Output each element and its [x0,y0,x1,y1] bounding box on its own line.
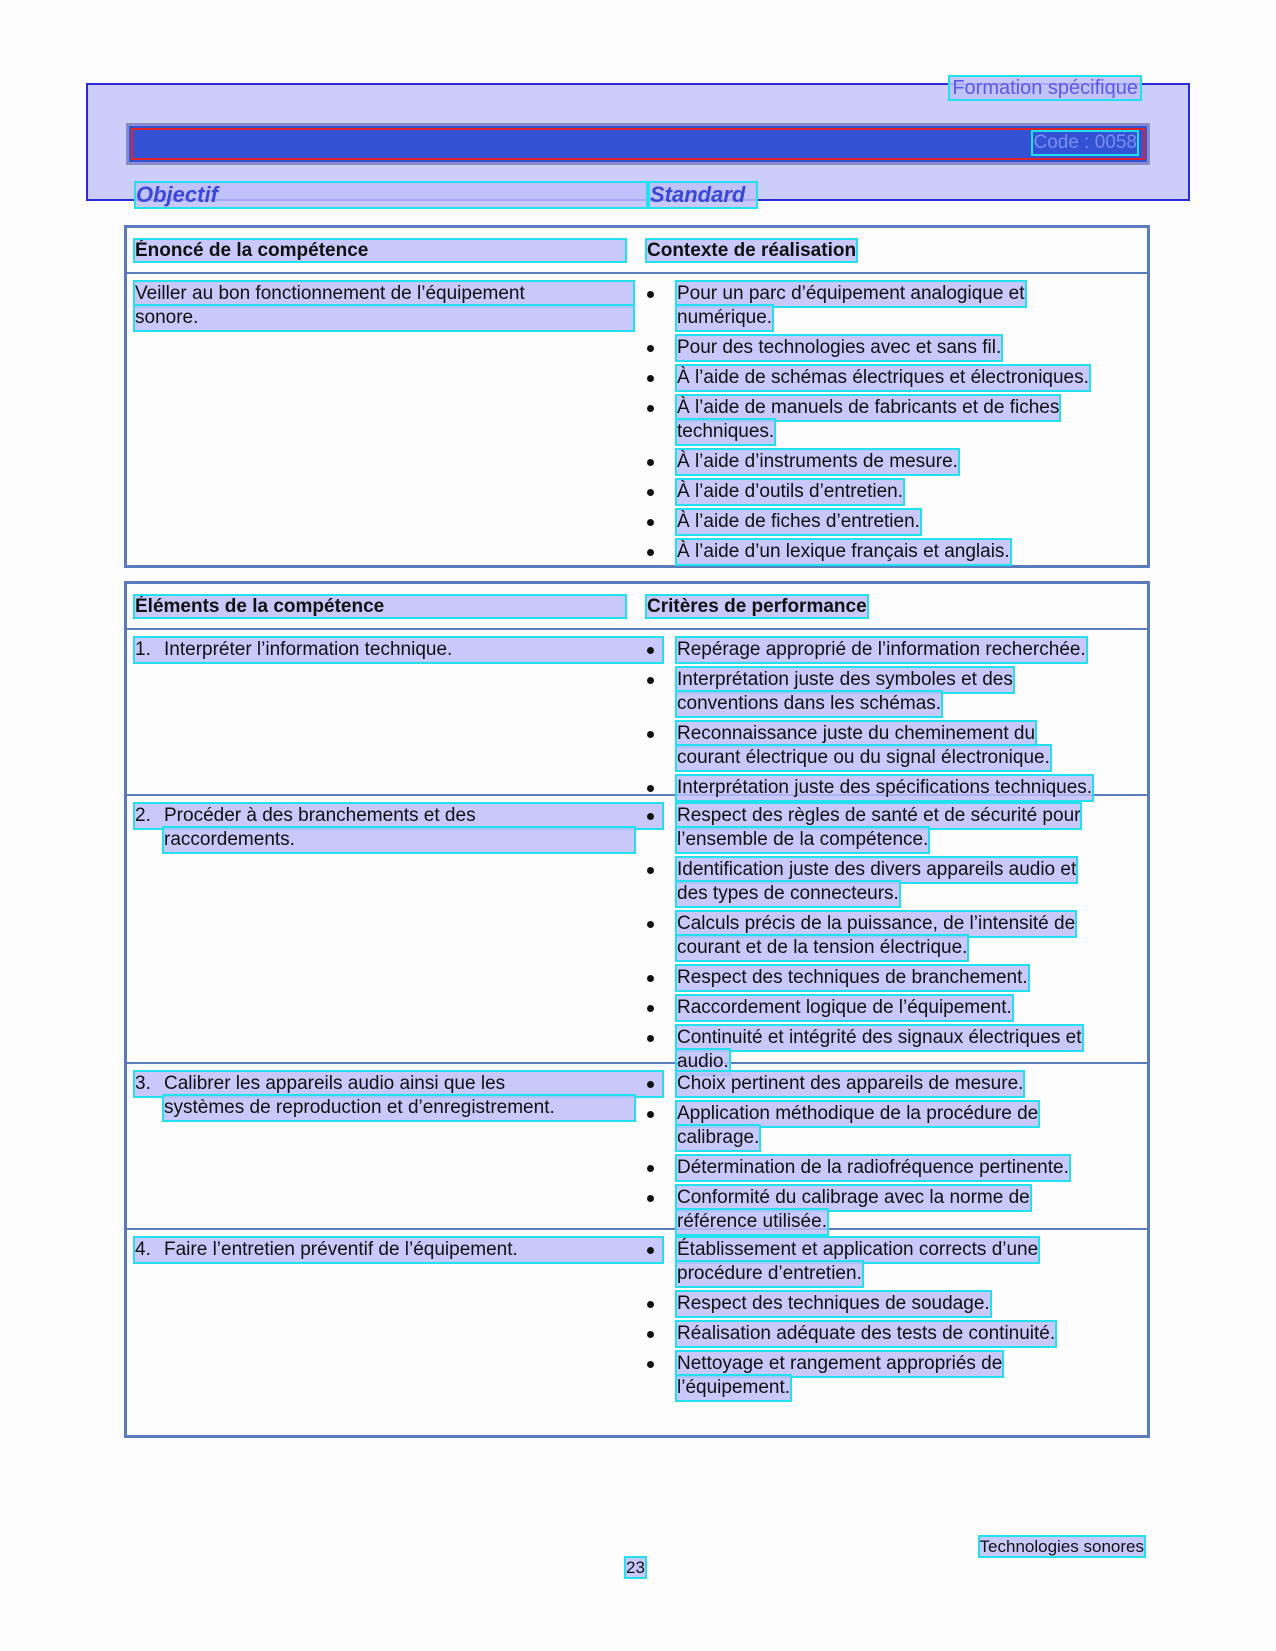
footer-program-title: Technologies sonores [979,1537,1144,1556]
bullet-icon [647,731,654,738]
bullet-icon [647,1331,654,1338]
criteria-item [647,480,1137,504]
bullet-icon [647,1081,654,1088]
criteria-line: l’équipement. [677,1377,791,1398]
criteria-line: Interprétation juste des spécifications techniques. [677,777,1093,798]
criteria-line: Respect des techniques de branchement. [677,967,1028,988]
bullet-icon [647,677,654,684]
criteria-line: Identification juste des divers appareils audio et [677,859,1077,880]
criteria-item [647,912,1137,960]
element-row [127,796,1147,1072]
criteres-header: Critères de performance [647,596,867,617]
criteria-item [647,1352,1137,1400]
criteria-item [647,638,1137,662]
bullet-icon [647,1111,654,1118]
criteria-item [647,336,1137,360]
header-band [86,77,1190,207]
element-cell [135,1238,635,1262]
criteria-line: Raccordement logique de l’équipement. [677,997,1012,1018]
criteria-line: référence utilisée. [677,1211,827,1232]
criteria-line: À l’aide de fiches d’entretien. [677,511,920,532]
element-row [127,1064,1147,1230]
criteria-item [647,1156,1137,1180]
criteria-line: À l’aide de manuels de fabricants et de fiches [677,397,1060,418]
criteria-line: Pour un parc d’équipement analogique et [677,283,1025,304]
bullet-icon [647,1005,654,1012]
element-line: Interpréter l’information technique. [135,638,662,662]
criteria-line: procédure d’entretien. [677,1263,862,1284]
criteria-line: À l’aide d’un lexique français et anglais. [677,541,1010,562]
criteria-item [647,966,1137,990]
criteria-item [647,996,1137,1020]
element-line: Faire l’entretien préventif de l’équipement. [135,1238,662,1262]
element-line: raccordements. [164,828,634,852]
page-number: 23 [626,1558,645,1577]
bullet-icon [647,459,654,466]
criteria-item [647,858,1137,906]
criteria-item [647,282,1137,330]
criteria-item [647,1292,1137,1316]
bullet-icon [647,1195,654,1202]
criteria-item [647,804,1137,852]
competence-table [124,225,1150,568]
criteria-line: Application méthodique de la procédure de [677,1103,1039,1124]
criteria-item [647,1238,1137,1286]
criteria-item [647,1072,1137,1096]
criteria-item [647,366,1137,390]
objectif-label: Objectif [136,183,646,207]
criteria-line: À l’aide d’instruments de mesure. [677,451,958,472]
formation-label: Formation spécifique [952,77,1138,99]
criteria-line: conventions dans les schémas. [677,693,942,714]
criteria-item [647,1186,1137,1234]
bullet-icon [647,921,654,928]
criteres-list [647,804,1137,1080]
bullet-icon [647,291,654,298]
criteria-line: courant et de la tension électrique. [677,937,968,958]
criteria-line: courant électrique ou du signal électronique. [677,747,1050,768]
competence-statement [135,282,635,330]
element-line: systèmes de reproduction et d’enregistrement. [164,1096,634,1120]
element-number: 2. [135,805,151,826]
criteria-line: l’ensemble de la compétence. [677,829,929,850]
element-row [127,630,1147,796]
criteria-item [647,396,1137,444]
elements-header: Éléments de la compétence [135,596,625,617]
bullet-icon [647,375,654,382]
criteria-line: Réalisation adéquate des tests de continuité. [677,1323,1056,1344]
competency-code: Code : 0058 [1033,132,1137,153]
elements-table [124,581,1150,1438]
standard-label: Standard [650,183,756,207]
bullet-icon [647,647,654,654]
criteria-line: Établissement et application corrects d’une [677,1239,1039,1260]
element-cell [135,804,635,852]
criteria-line: À l’aide de schémas électriques et électroniques. [677,367,1089,388]
bullet-icon [647,1361,654,1368]
bullet-icon [647,785,654,792]
bullet-icon [647,975,654,982]
element-row [127,1230,1147,1400]
criteria-line: Repérage approprié de l’information recherchée. [677,639,1086,660]
criteria-item [647,450,1137,474]
criteria-line: Respect des techniques de soudage. [677,1293,990,1314]
criteria-line: Nettoyage et rangement appropriés de [677,1353,1003,1374]
criteria-item [647,510,1137,534]
criteria-line: numérique. [677,307,773,328]
element-cell [135,1072,635,1120]
element-number: 4. [135,1239,151,1260]
bullet-icon [647,519,654,526]
bullet-icon [647,813,654,820]
statement-line: sonore. [135,306,633,330]
competence-row [127,274,1147,564]
criteria-line: techniques. [677,421,775,442]
criteria-line: audio. [677,1051,729,1072]
criteria-line: À l’aide d’outils d’entretien. [677,481,904,502]
code-bar-frame [131,128,1145,160]
competence-table-header [127,228,1147,274]
bullet-icon [647,1301,654,1308]
contexte-header: Contexte de réalisation [647,240,857,261]
element-cell [135,638,635,662]
element-line: Procéder à des branchements et des [135,804,662,828]
criteria-line: Conformité du calibrage avec la norme de [677,1187,1030,1208]
criteria-line: Pour des technologies avec et sans fil. [677,337,1002,358]
criteria-item [647,1102,1137,1150]
bullet-icon [647,489,654,496]
element-number: 3. [135,1073,151,1094]
criteria-line: des types de connecteurs. [677,883,899,904]
criteria-line: Continuité et intégrité des signaux électriques et [677,1027,1082,1048]
bullet-icon [647,345,654,352]
criteria-item [647,540,1137,564]
element-line: Calibrer les appareils audio ainsi que les [135,1072,662,1096]
criteria-item [647,668,1137,716]
criteria-line: calibrage. [677,1127,760,1148]
bullet-icon [647,1035,654,1042]
criteria-line: Reconnaissance juste du cheminement du [677,723,1036,744]
bullet-icon [647,1165,654,1172]
bullet-icon [647,1247,654,1254]
bullet-icon [647,405,654,412]
statement-line: Veiller au bon fonctionnement de l’équipement [135,282,633,306]
bullet-icon [647,867,654,874]
criteres-list [647,1238,1137,1406]
element-number: 1. [135,639,151,660]
enonce-header: Énoncé de la compétence [135,240,625,261]
criteres-list [647,1072,1137,1240]
code-bar [126,123,1150,165]
criteres-list [647,638,1137,806]
criteria-line: Choix pertinent des appareils de mesure. [677,1073,1024,1094]
contexte-list [647,282,1137,570]
criteria-line: Détermination de la radiofréquence pertinente. [677,1157,1069,1178]
elements-table-header [127,584,1147,630]
criteria-line: Interprétation juste des symboles et des [677,669,1013,690]
criteria-item [647,722,1137,770]
criteria-line: Respect des règles de santé et de sécurité pour [677,805,1081,826]
criteria-line: Calculs précis de la puissance, de l’intensité de [677,913,1076,934]
criteria-item [647,1322,1137,1346]
bullet-icon [647,549,654,556]
